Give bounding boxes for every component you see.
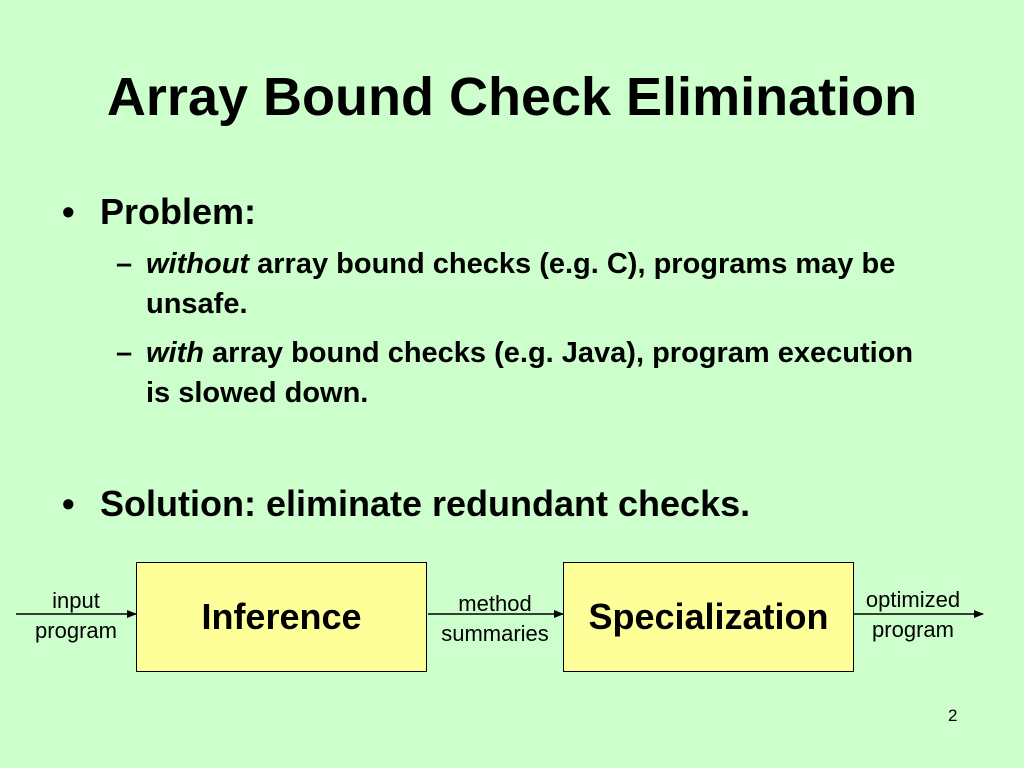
bullet-marker: •	[62, 483, 75, 524]
bullet-marker: •	[62, 191, 75, 232]
label-line: method	[458, 591, 532, 616]
specialization-box	[563, 562, 854, 672]
inference-label: Inference	[201, 596, 362, 637]
input-program-label	[14, 586, 138, 646]
label-line: summaries	[441, 621, 549, 646]
subitem-marker: –	[116, 248, 133, 280]
label-line: program	[35, 618, 117, 643]
specialization-label: Specialization	[588, 596, 829, 637]
subitem-emphasis: with	[146, 337, 204, 369]
label-line: program	[872, 617, 954, 642]
slide-title: Array Bound Check Elimination	[106, 67, 918, 127]
bullet-text: Problem:	[100, 191, 257, 232]
subitem-emphasis: without	[146, 248, 250, 280]
subitem-rest: array bound checks (e.g. C), programs may be unsafe.	[146, 248, 896, 320]
subitem-rest: array bound checks (e.g. Java), program execution is slowed down.	[146, 337, 914, 409]
page-number: 2	[948, 706, 958, 725]
subitem-marker: –	[116, 337, 133, 369]
method-summaries-label	[428, 589, 562, 649]
label-line: input	[52, 588, 100, 613]
inference-box	[136, 562, 427, 672]
label-line: optimized	[865, 587, 961, 612]
bullet-text: Solution: eliminate redundant checks.	[100, 483, 751, 524]
optimized-program-label	[852, 585, 974, 645]
